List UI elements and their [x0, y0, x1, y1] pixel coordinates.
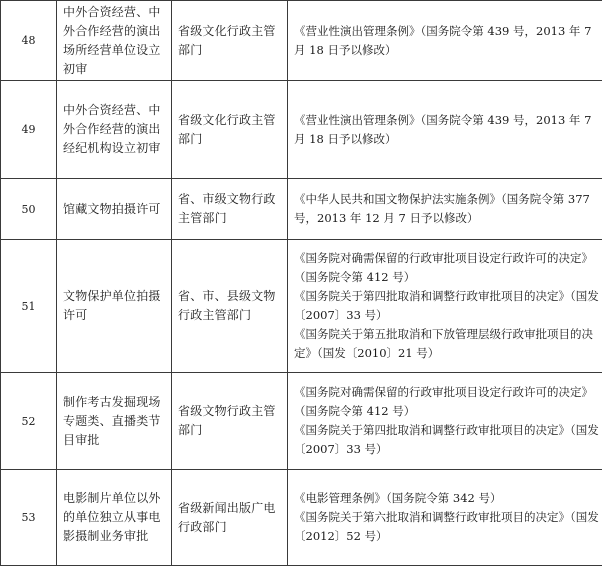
legal-basis — [288, 240, 602, 373]
item-name: 中外合资经营、中外合作经营的演出经纪机构设立初审 — [57, 81, 172, 179]
table-row — [1, 81, 602, 179]
row-number: 51 — [1, 240, 57, 373]
item-name: 文物保护单位拍摄许可 — [57, 240, 172, 373]
legal-basis-line: 《营业性演出管理条例》（国务院令第 439 号，2013 年 7 月 18 日予以修改） — [294, 22, 602, 60]
legal-basis-line: 《国务院对确需保留的行政审批项目设定行政许可的决定》（国务院令第 412 号） — [294, 249, 602, 287]
table-row — [1, 179, 602, 240]
legal-basis — [288, 373, 602, 470]
item-name: 制作考古发掘现场专题类、直播类节目审批 — [57, 373, 172, 470]
implementing-department: 省、市级文物行政主管部门 — [172, 179, 288, 240]
legal-basis-line: 《国务院关于第五批取消和下放管理层级行政审批项目的决定》（国发〔2010〕21 号） — [294, 325, 602, 363]
legal-basis-line: 《国务院关于第四批取消和调整行政审批项目的决定》（国发〔2007〕33 号） — [294, 287, 602, 325]
legal-basis — [288, 179, 602, 240]
table-row — [1, 1, 602, 81]
implementing-department: 省级文物行政主管部门 — [172, 373, 288, 470]
row-number: 52 — [1, 373, 57, 470]
legal-basis-line: 《营业性演出管理条例》（国务院令第 439 号，2013 年 7 月 18 日予以修改） — [294, 111, 602, 149]
row-number: 53 — [1, 470, 57, 566]
table-row — [1, 373, 602, 470]
legal-basis-line: 《中华人民共和国文物保护法实施条例》（国务院令第 377 号，2013 年 12 月 7 日予以修改） — [294, 190, 602, 228]
implementing-department: 省、市、县级文物行政主管部门 — [172, 240, 288, 373]
item-name: 电影制片单位以外的单位独立从事电影摄制业务审批 — [57, 470, 172, 566]
implementing-department: 省级文化行政主管部门 — [172, 81, 288, 179]
table-row — [1, 240, 602, 373]
row-number: 50 — [1, 179, 57, 240]
table-row — [1, 470, 602, 566]
table-body — [1, 1, 602, 566]
legal-basis — [288, 1, 602, 81]
row-number: 49 — [1, 81, 57, 179]
legal-basis-line: 《国务院对确需保留的行政审批项目设定行政许可的决定》（国务院令第 412 号） — [294, 383, 602, 421]
legal-basis — [288, 81, 602, 179]
legal-basis-line: 《电影管理条例》（国务院令第 342 号） — [294, 489, 602, 508]
legal-basis — [288, 470, 602, 566]
item-name: 中外合资经营、中外合作经营的演出场所经营单位设立初审 — [57, 1, 172, 81]
implementing-department: 省级文化行政主管部门 — [172, 1, 288, 81]
item-name: 馆藏文物拍摄许可 — [57, 179, 172, 240]
legal-basis-line: 《国务院关于第四批取消和调整行政审批项目的决定》（国发〔2007〕33 号） — [294, 421, 602, 459]
implementing-department: 省级新闻出版广电行政部门 — [172, 470, 288, 566]
legal-basis-line: 《国务院关于第六批取消和调整行政审批项目的决定》（国发〔2012〕52 号） — [294, 508, 602, 546]
row-number: 48 — [1, 1, 57, 81]
